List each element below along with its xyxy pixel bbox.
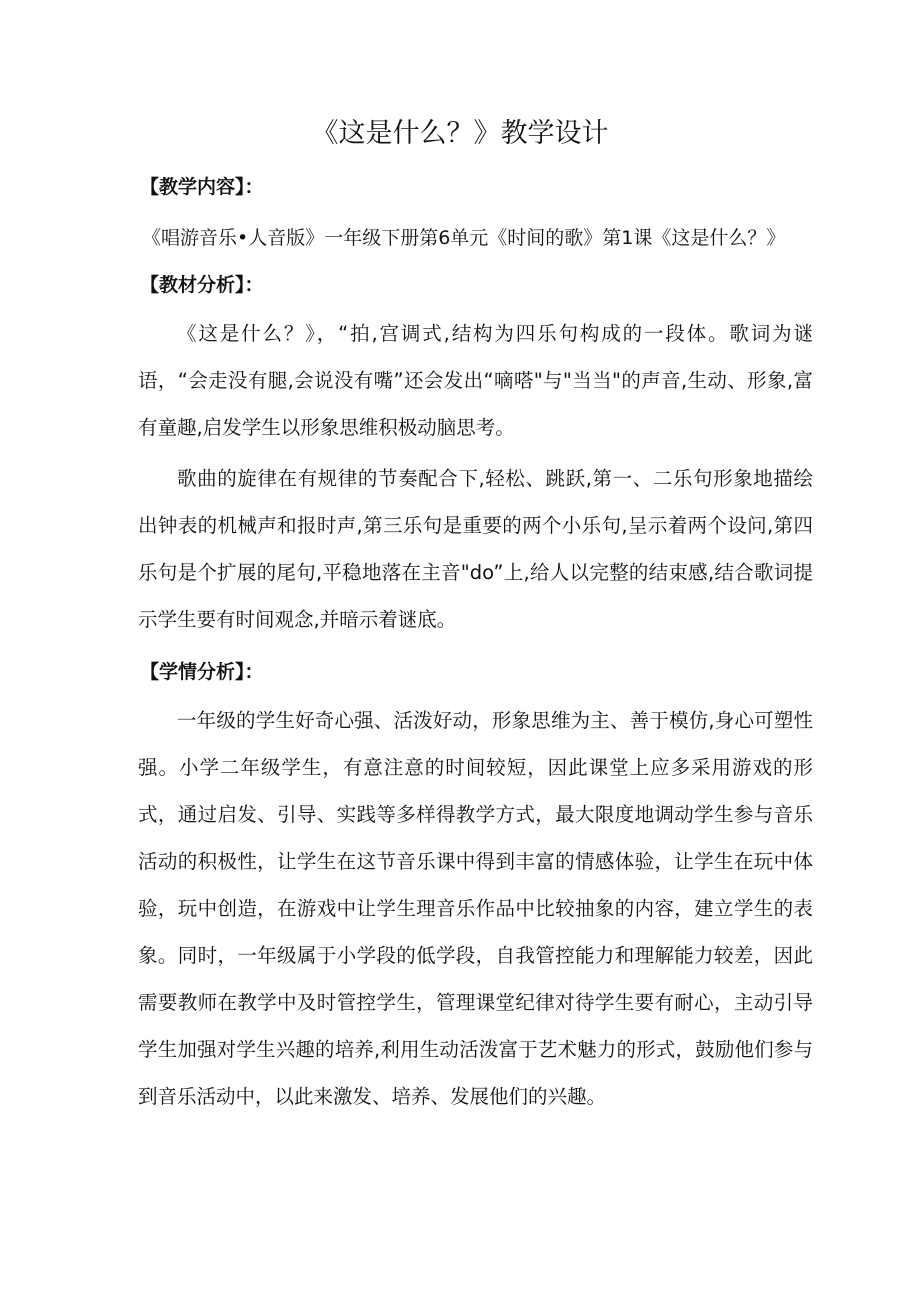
section-heading-material-analysis: 【教材分析】： <box>140 274 264 296</box>
teaching-content-text: 《唱游音乐•人音版》一年级下册第6单元《时间的歌》第1课《这是什么？》 <box>142 227 786 249</box>
material-analysis-paragraph: 《这是什么？》，“拍,宫调式,结构为四乐句构成的一段体。歌词为谜语，“会走没有腿,会说没有嘴”还会发出“嘀嗒"与"当当"的声音,生动、形象,富有童趣,启发学生以形象思维积极动脑思考。 <box>138 322 813 439</box>
section-heading-teaching-content: 【教学内容】： <box>140 176 264 198</box>
material-analysis-paragraph: 歌曲的旋律在有规律的节奏配合下,轻松、跳跃,第一、二乐句形象地描绘出钟表的机械声和报时声,第三乐句是重要的两个小乐句,呈示着两个设问,第四乐句是个扩展的尾句,平稳地落在主音"do”上,给人以完整的结束感,结合歌词提示学生要有时间观念,并暗示着谜底。 <box>138 467 813 631</box>
section-heading-student-analysis: 【学情分析】： <box>140 661 264 683</box>
document-title: 《这是什么？》教学设计 <box>311 118 609 149</box>
student-analysis-paragraph: 一年级的学生好奇心强、活泼好动，形象思维为主、善于模仿,身心可塑性强。小学二年级学生，有意注意的时间较短，因此课堂上应多采用游戏的形式，通过启发、引导、实践等多样得教学方式，最大限度地调动学生参与音乐活动的积极性，让学生在这节音乐课中得到丰富的情感体验，让学生在玩中体验，玩中创造，在游戏中让学生理音乐作品中比较抽象的内容，建立学生的表象。同时，一年级属于小学段的低学段，自我管控能力和理解能力较差，因此需要教师在教学中及时管控学生，管理课堂纪律对待学生要有耐心，主动引导学生加强对学生兴趣的培养,利用生动活泼富于艺术魅力的形式，鼓励他们参与到音乐活动中，以此来激发、培养、发展他们的兴趣。 <box>138 709 813 1108</box>
